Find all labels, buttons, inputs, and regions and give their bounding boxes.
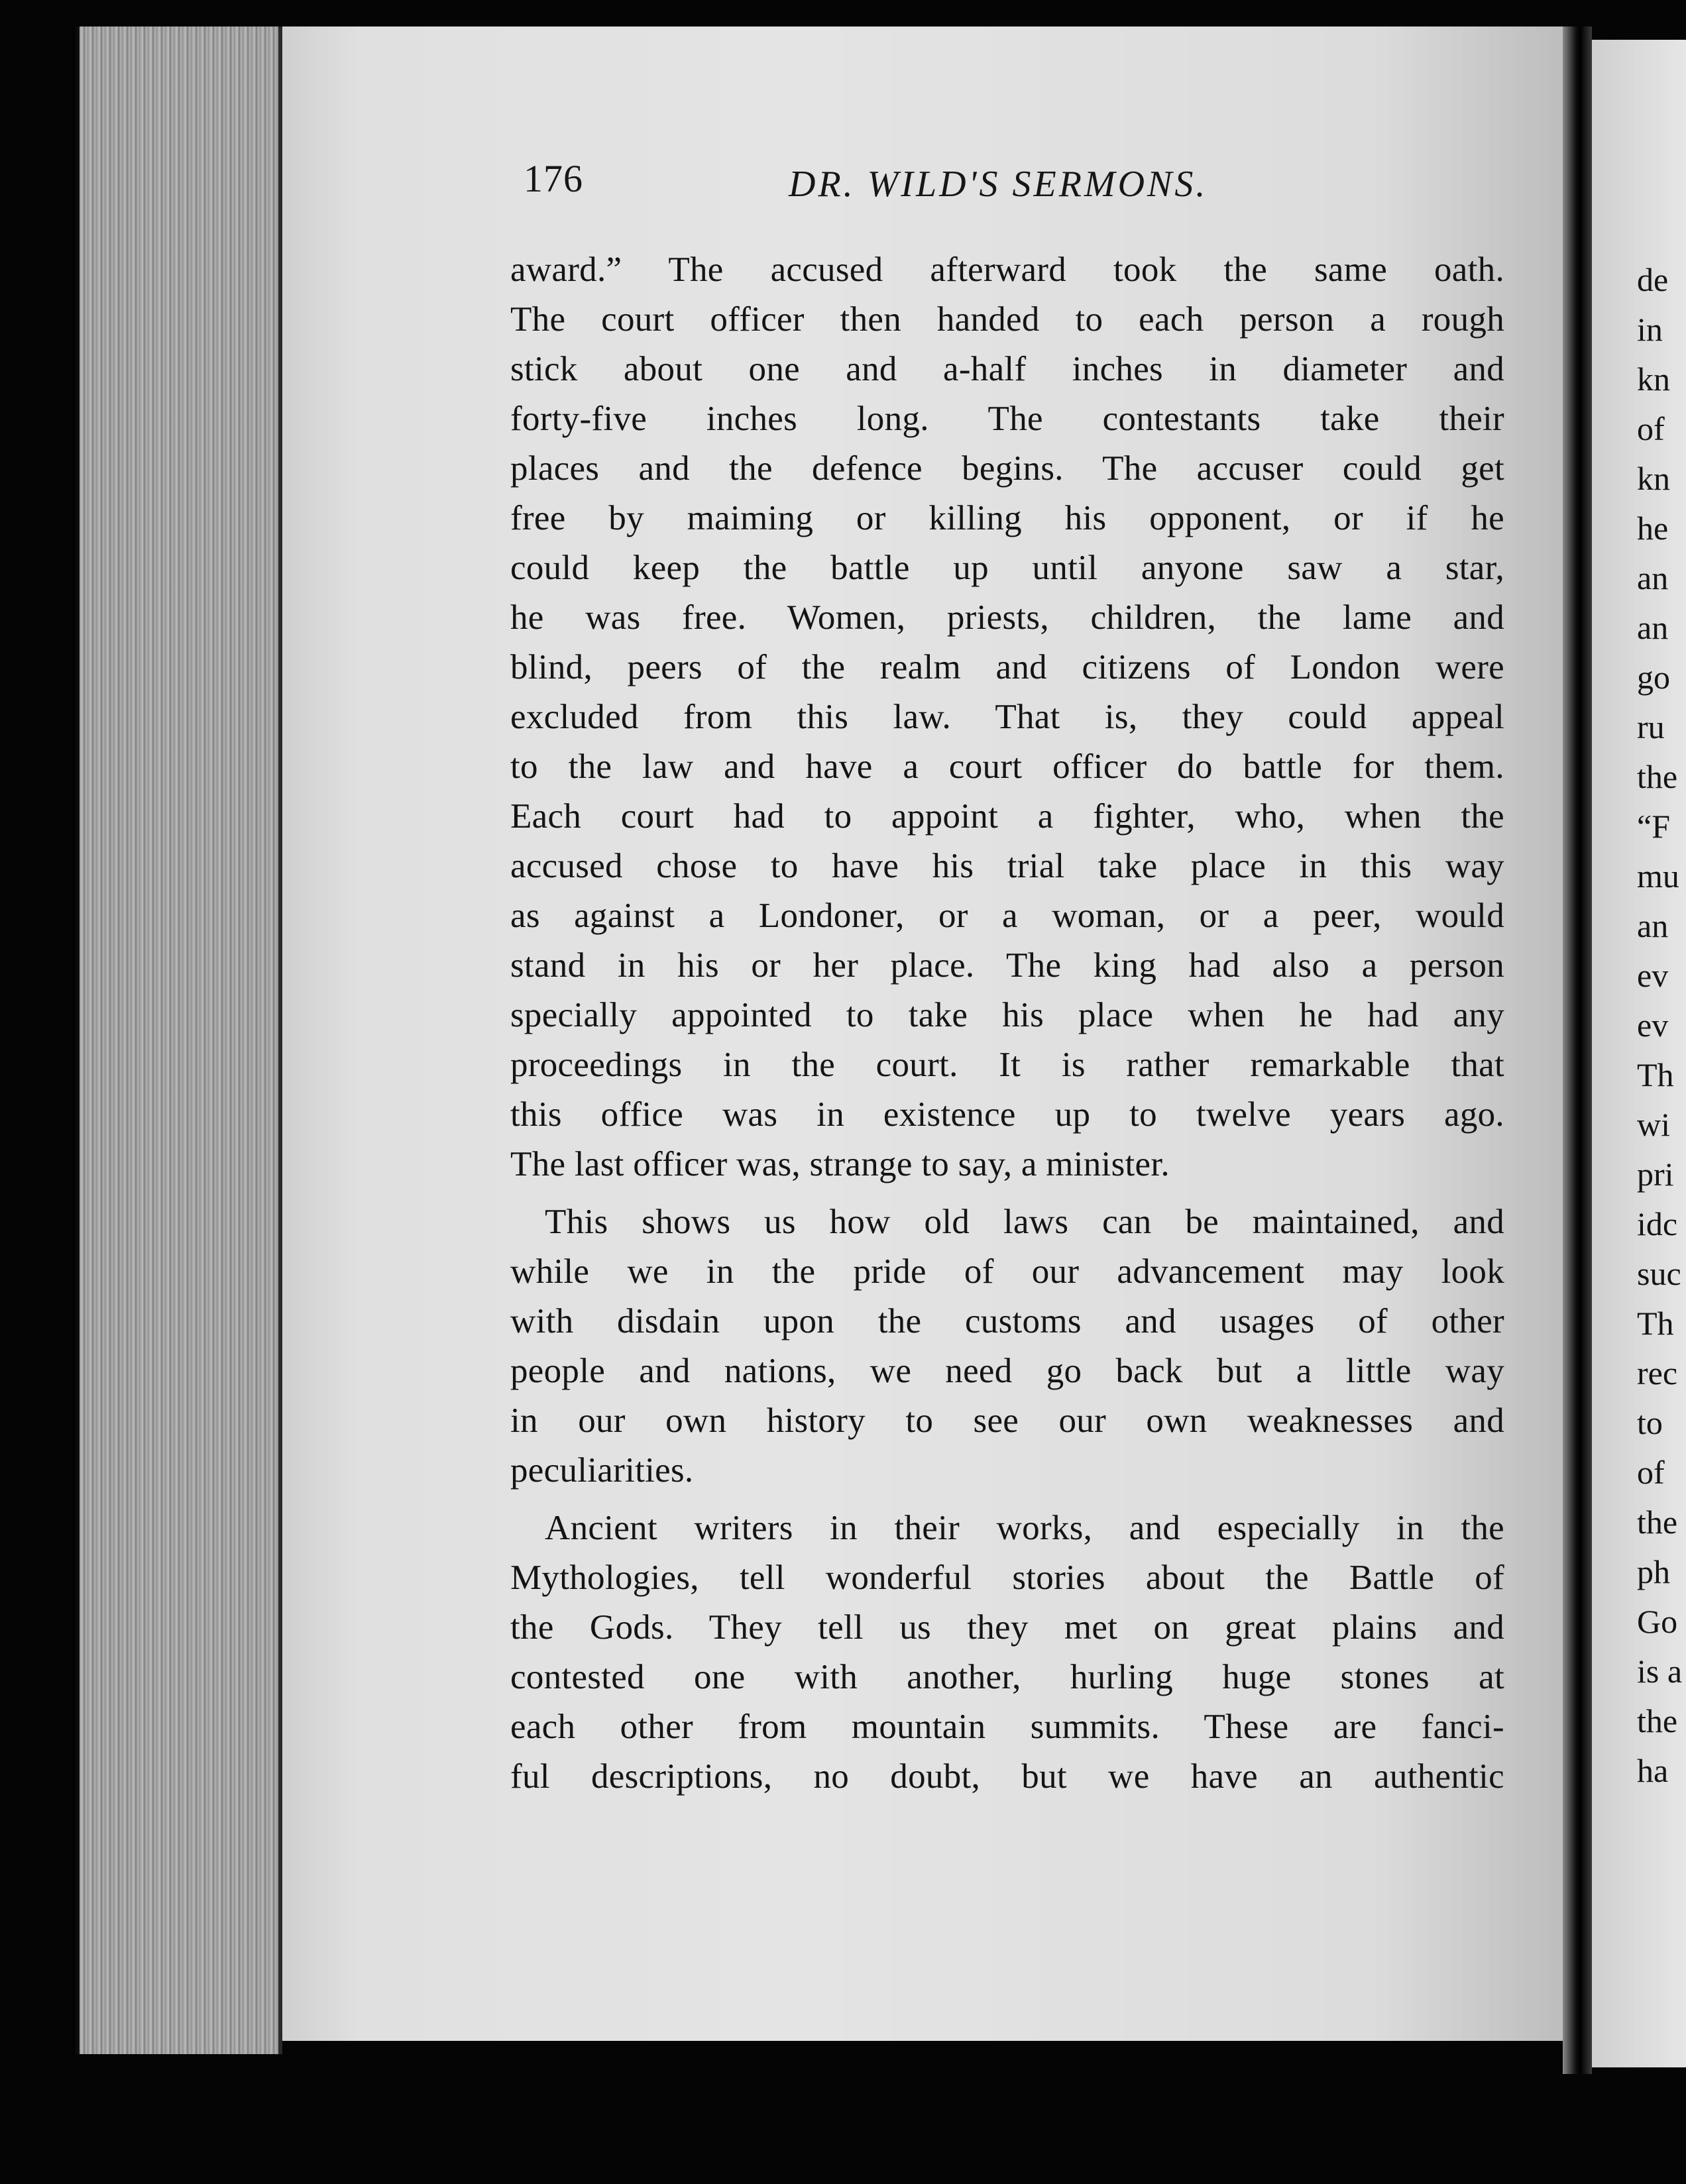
text-line: the Gods. They tell us they met on great plains and [510, 1608, 1504, 1647]
facing-text-fragment: an [1637, 609, 1669, 646]
text-line: proceedings in the court. It is rather remarkable that [510, 1046, 1504, 1084]
facing-text-fragment: an [1637, 907, 1669, 944]
text-line: people and nations, we need go back but a little way [510, 1352, 1504, 1390]
facing-text-fragment: to [1637, 1404, 1663, 1441]
facing-text-fragment: idc [1637, 1205, 1678, 1242]
running-head [524, 156, 1259, 216]
running-title: DR. WILD'S SERMONS. [789, 164, 1208, 205]
facing-text-fragment: he [1637, 510, 1669, 547]
facing-text-fragment: Th [1637, 1056, 1674, 1093]
text-line: this office was in existence up to twelve years ago. [510, 1095, 1504, 1134]
facing-text-fragment: the [1637, 1702, 1678, 1739]
facing-text-fragment: kn [1637, 360, 1670, 398]
text-line: The last officer was, strange to say, a minister. [510, 1145, 1170, 1183]
page-number: 176 [524, 157, 583, 200]
facing-text-fragment: the [1637, 758, 1678, 795]
text-line: to the law and have a court officer do battle for them. [510, 747, 1504, 786]
facing-page-text [1637, 255, 1686, 1796]
facing-text-fragment: rec [1637, 1354, 1678, 1392]
text-line: in our own history to see our own weaknesses and [510, 1401, 1504, 1440]
text-line: ful descriptions, no doubt, but we have an authentic [510, 1757, 1504, 1796]
facing-text-fragment: of [1637, 410, 1665, 447]
book-gutter [1563, 27, 1592, 2074]
text-line: contested one with another, hurling huge stones at [510, 1658, 1504, 1696]
facing-text-fragment: de [1637, 261, 1669, 298]
text-line: could keep the battle up until anyone saw a star, [510, 549, 1504, 587]
facing-text-fragment: ha [1637, 1752, 1669, 1789]
facing-text-fragment: of [1637, 1454, 1665, 1491]
text-line: specially appointed to take his place when he had any [510, 996, 1504, 1034]
text-line: Mythologies, tell wonderful stories about the Battle of [510, 1558, 1504, 1597]
facing-text-fragment: ru [1637, 708, 1665, 745]
text-line: This shows us how old laws can be maintained, and [545, 1203, 1504, 1241]
facing-text-fragment: in [1637, 311, 1663, 348]
text-line: free by maiming or killing his opponent, or if he [510, 499, 1504, 537]
facing-text-fragment: suc [1637, 1255, 1681, 1292]
facing-text-fragment: Go [1637, 1603, 1678, 1640]
facing-text-fragment: ev [1637, 1007, 1669, 1044]
facing-text-fragment: “F [1637, 808, 1670, 845]
text-line: Ancient writers in their works, and especially in the [545, 1509, 1504, 1547]
text-line: while we in the pride of our advancement may look [510, 1252, 1504, 1291]
facing-text-fragment: mu [1637, 857, 1679, 895]
body-text [510, 245, 1504, 1802]
text-line: accused chose to have his trial take place in this way [510, 847, 1504, 885]
facing-text-fragment: the [1637, 1503, 1678, 1541]
facing-text-fragment: ph [1637, 1553, 1670, 1590]
text-line: award.” The accused afterward took the same oath. [510, 250, 1504, 289]
text-line: excluded from this law. That is, they could appeal [510, 698, 1504, 736]
text-line: each other from mountain summits. These are fanci- [510, 1708, 1504, 1746]
facing-text-fragment: Th [1637, 1305, 1674, 1342]
text-line: blind, peers of the realm and citizens of London were [510, 648, 1504, 686]
text-line: forty-five inches long. The contestants take their [510, 400, 1504, 438]
facing-text-fragment: ev [1637, 957, 1669, 994]
text-line: as against a Londoner, or a woman, or a peer, would [510, 897, 1504, 935]
facing-text-fragment: pri [1637, 1156, 1674, 1193]
text-line: stand in his or her place. The king had also a person [510, 946, 1504, 985]
facing-text-fragment: kn [1637, 460, 1670, 497]
book-page-edges [80, 27, 282, 2054]
facing-text-fragment: is a [1637, 1653, 1683, 1690]
text-line: Each court had to appoint a fighter, who, when the [510, 797, 1504, 836]
text-line: places and the defence begins. The accuser could get [510, 449, 1504, 488]
facing-text-fragment: an [1637, 559, 1669, 596]
text-line: stick about one and a-half inches in diameter and [510, 350, 1504, 388]
text-line: peculiarities. [510, 1451, 694, 1490]
facing-text-fragment: go [1637, 659, 1670, 696]
text-line: he was free. Women, priests, children, the lame and [510, 598, 1504, 637]
text-line: with disdain upon the customs and usages of other [510, 1302, 1504, 1340]
text-line: The court officer then handed to each person a rough [510, 300, 1504, 339]
facing-text-fragment: wi [1637, 1106, 1670, 1143]
